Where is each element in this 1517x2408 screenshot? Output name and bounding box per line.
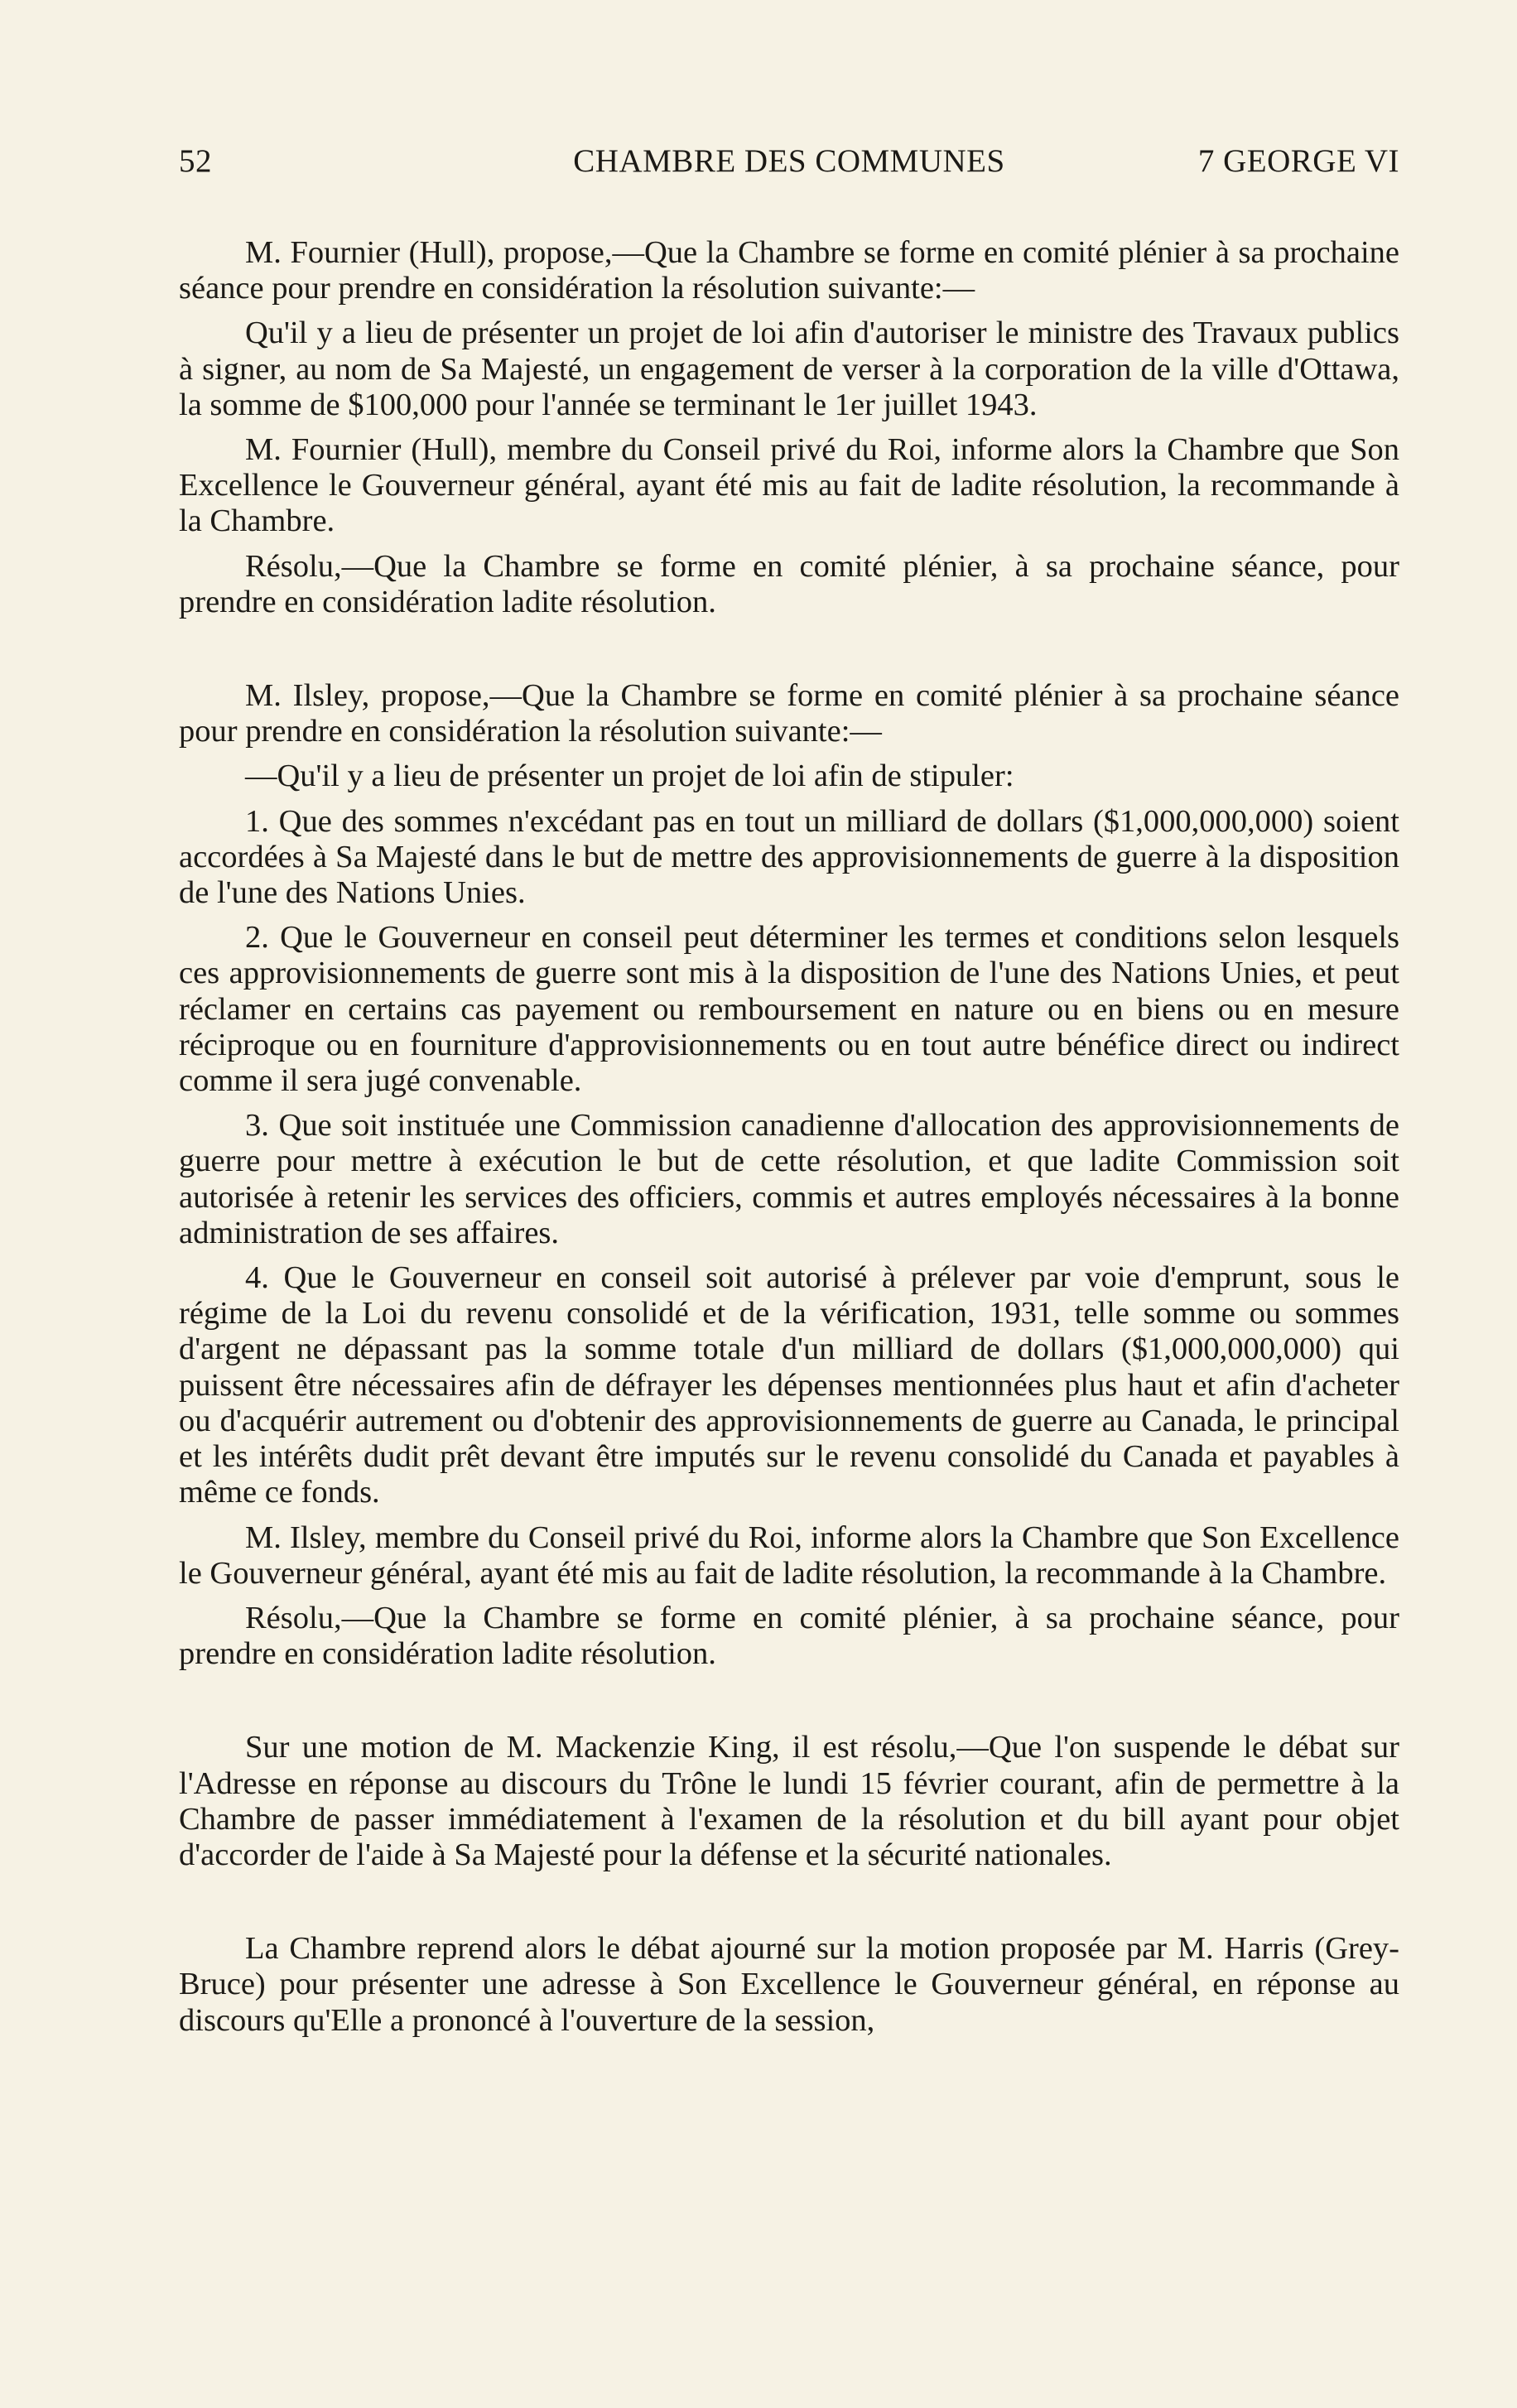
- paragraph-fournier-resolution: Qu'il y a lieu de présenter un projet de loi afin d'autoriser le ministre des Travaux publics à signer, au nom de Sa Majesté, un engagement de verser à la corporation de la ville d'Ottawa, la somme de $100,000 pour l'année se terminant le 1er juillet 1943.: [179, 315, 1399, 422]
- page-number: 52: [179, 143, 212, 179]
- paragraph-debate-resumed: La Chambre reprend alors le débat ajourné sur la motion proposée par M. Harris (Grey-Bruce) pour présenter une adresse à Son Excellence le Gouverneur général, en réponse au discours qu'Elle a prononcé à l'ouverture de la session,: [179, 1931, 1399, 2038]
- paragraph-item-1: 1. Que des sommes n'excédant pas en tout un milliard de dollars ($1,000,000,000) soient accordées à Sa Majesté dans le but de mettre des approvisionnements de guerre à la disposition de l'une des Nations Unies.: [179, 803, 1399, 911]
- page-body: [179, 235, 1399, 2039]
- paragraph-ilsley-recommendation: M. Ilsley, membre du Conseil privé du Roi, informe alors la Chambre que Son Excellence le Gouverneur général, ayant été mis au fait de ladite résolution, la recommande à la Chambre.: [179, 1519, 1399, 1591]
- paragraph-item-3: 3. Que soit instituée une Commission canadienne d'allocation des approvisionnements de guerre pour mettre à exécution le but de cette résolution, et que ladite Commission soit autorisée à retenir les services des officiers, commis et autres employés nécessaires à la bonne administration de ses affaires.: [179, 1108, 1399, 1250]
- reign-label: 7 GEORGE VI: [1197, 143, 1399, 179]
- paragraph-ilsley-intro: —Qu'il y a lieu de présenter un projet de loi afin de stipuler:: [245, 759, 1014, 794]
- paragraph-ilsley-motion: M. Ilsley, propose,—Que la Chambre se forme en comité plénier à sa prochaine séance pour prendre en considération la résolution suivante:—: [179, 678, 1399, 749]
- paragraph-fournier-motion: M. Fournier (Hull), propose,—Que la Chambre se forme en comité plénier à sa prochaine séance pour prendre en considération la résolution suivante:—: [179, 235, 1399, 306]
- running-title: CHAMBRE DES COMMUNES: [573, 143, 1005, 179]
- paragraph-fournier-recommendation: M. Fournier (Hull), membre du Conseil privé du Roi, informe alors la Chambre que Son Excellence le Gouverneur général, ayant été mis au fait de ladite résolution, la recommande à la Chambre.: [179, 432, 1399, 539]
- paragraph-item-4: 4. Que le Gouverneur en conseil soit autorisé à prélever par voie d'emprunt, sous le régime de la Loi du revenu consolidé et de la vérification, 1931, telle somme ou sommes d'argent ne dépassant pas la somme totale d'un milliard de dollars ($1,000,000,000) qui puissent être nécessaires afin de défrayer les dépenses mentionnées plus haut et afin d'acheter ou d'acquérir autrement ou d'obtenir des approvisionnements de guerre au Canada, le principal et les intérêts dudit prêt devant être imputés sur le revenu consolidé du Canada et payables à même ce fonds.: [179, 1260, 1399, 1510]
- paragraph-resolu-2: Résolu,—Que la Chambre se forme en comité plénier, à sa prochaine séance, pour prendre en considération ladite résolution.: [179, 1600, 1399, 1672]
- paragraph-resolu-1: Résolu,—Que la Chambre se forme en comité plénier, à sa prochaine séance, pour prendre en considération ladite résolution.: [179, 548, 1399, 619]
- paragraph-mackenzie-king-motion: Sur une motion de M. Mackenzie King, il est résolu,—Que l'on suspende le débat sur l'Adresse en réponse au discours du Trône le lundi 15 février courant, afin de permettre à la Chambre de passer immédiatement à l'examen de la résolution et du bill ayant pour objet d'accorder de l'aide à Sa Majesté pour la défense et la sécurité nationales.: [179, 1730, 1399, 1872]
- paragraph-item-2: 2. Que le Gouverneur en conseil peut déterminer les termes et conditions selon lesquels ces approvisionnements de guerre sont mis à la disposition de l'une des Nations Unies, et peut réclamer en certains cas payement ou remboursement en nature ou en biens ou en mesure réciproque ou en fourniture d'approvisionnements ou en tout autre bénéfice direct ou indirect comme il sera jugé convenable.: [179, 920, 1399, 1099]
- page-header: [179, 142, 1399, 192]
